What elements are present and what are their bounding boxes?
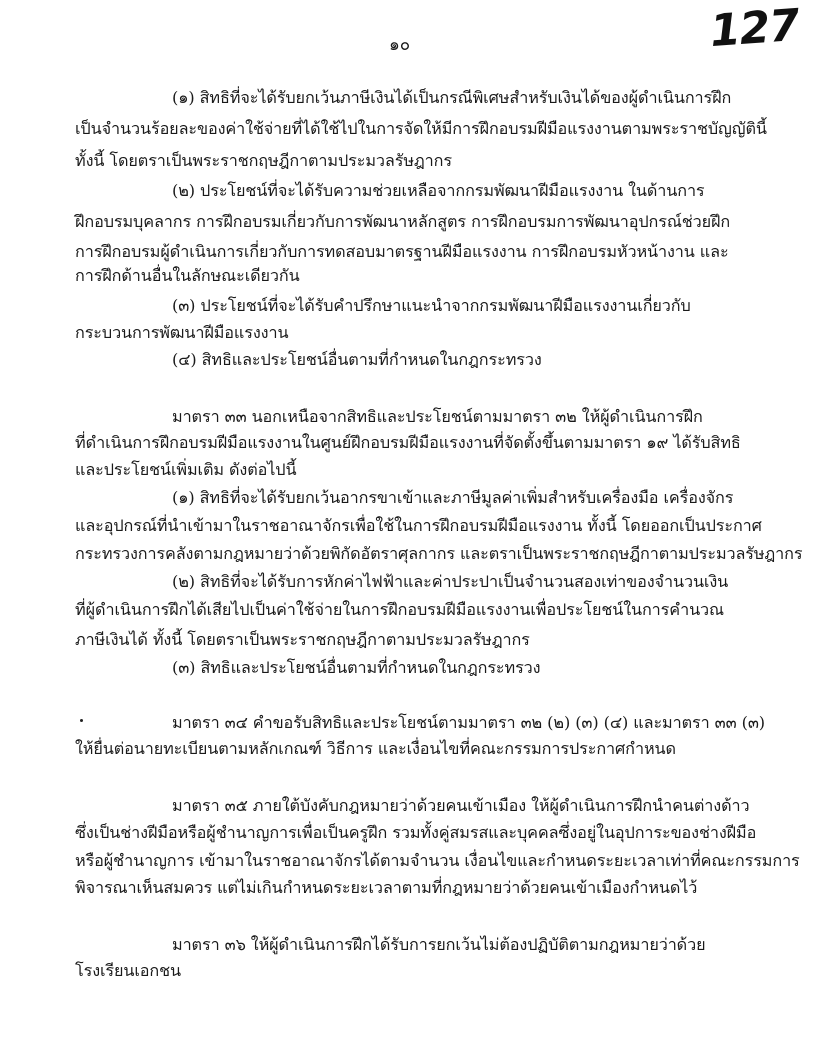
text-line: (๓) ประโยชน์ที่จะได้รับคำปรึกษาแนะนำจากกรมพัฒนาฝีมือแรงงานเกี่ยวกับ [172,296,691,315]
text-line: (๑) สิทธิที่จะได้รับยกเว้นอากรขาเข้าและภาษีมูลค่าเพิ่มสำหรับเครื่องมือ เครื่องจักร [172,488,734,507]
text-line: (๔) สิทธิและประโยชน์อื่นตามที่กำหนดในกฎกระทรวง [172,350,542,369]
section-heading-35: มาตรา ๓๕ ภายใต้บังคับกฎหมายว่าด้วยคนเข้าเมือง ให้ผู้ดำเนินการฝึกนำคนต่างด้าว [172,796,750,815]
text-line: (๓) สิทธิและประโยชน์อื่นตามที่กำหนดในกฎกระทรวง [172,658,541,677]
section-heading-33: มาตรา ๓๓ นอกเหนือจากสิทธิและประโยชน์ตามมาตรา ๓๒ ให้ผู้ดำเนินการฝึก [172,407,703,426]
text-line: เป็นจำนวนร้อยละของค่าใช้จ่ายที่ได้ใช้ไปในการจัดให้มีการฝึกอบรมฝีมือแรงงานตามพระราชบัญญัตินี้ [75,119,767,138]
page-number: ๑๐ [389,35,411,55]
section-heading-36: มาตรา ๓๖ ให้ผู้ดำเนินการฝึกได้รับการยกเว้นไม่ต้องปฏิบัติตามกฎหมายว่าด้วย [172,935,706,954]
text-line: โรงเรียนเอกชน [75,961,181,980]
handwritten-page-stamp: 127 [708,0,801,58]
text-line: (๒) ประโยชน์ที่จะได้รับความช่วยเหลือจากกรมพัฒนาฝีมือแรงงาน ในด้านการ [172,181,705,200]
text-line: พิจารณาเห็นสมควร แต่ไม่เกินกำหนดระยะเวลาตามที่กฎหมายว่าด้วยคนเข้าเมืองกำหนดไว้ [75,878,698,897]
text-line: การฝึกอบรมผู้ดำเนินการเกี่ยวกับการทดสอบมาตรฐานฝีมือแรงงาน การฝึกอบรมหัวหน้างาน และ [75,242,729,261]
text-line: ภาษีเงินได้ ทั้งนี้ โดยตราเป็นพระราชกฤษฎีกาตามประมวลรัษฎากร [75,630,530,649]
text-line: หรือผู้ชำนาญการ เข้ามาในราชอาณาจักรได้ตามจำนวน เงื่อนไขและกำหนดระยะเวลาเท่าที่คณะกรรมการ [75,851,800,870]
text-line: ที่ดำเนินการฝึกอบรมฝีมือแรงงานในศูนย์ฝึกอบรมฝีมือแรงงานที่จัดตั้งขึ้นตามมาตรา ๑๙ ได้รับสิทธิ [75,433,741,452]
text-line: กระทรวงการคลังตามกฎหมายว่าด้วยพิกัดอัตราศุลกากร และตราเป็นพระราชกฤษฎีกาตามประมวลรัษฎากร [75,544,803,563]
text-line: ให้ยื่นต่อนายทะเบียนตามหลักเกณฑ์ วิธีการ และเงื่อนไขที่คณะกรรมการประกาศกำหนด [75,739,676,758]
text-line: และอุปกรณ์ที่นำเข้ามาในราชอาณาจักรเพื่อใช้ในการฝึกอบรมฝีมือแรงงาน ทั้งนี้ โดยออกเป็นประกาศ [75,516,762,535]
text-line: (๑) สิทธิที่จะได้รับยกเว้นภาษีเงินได้เป็นกรณีพิเศษสำหรับเงินได้ของผู้ดำเนินการฝึก [172,88,732,107]
text-line: การฝึกด้านอื่นในลักษณะเดียวกัน [75,266,300,285]
text-line: ฝึกอบรมบุคลากร การฝึกอบรมเกี่ยวกับการพัฒนาหลักสูตร การฝึกอบรมการพัฒนาอุปกรณ์ช่วยฝึก [75,212,731,231]
text-line: ซึ่งเป็นช่างฝีมือหรือผู้ชำนาญการเพื่อเป็นครูฝึก รวมทั้งคู่สมรสและบุคคลซึ่งอยู่ในอุปการะของช่างฝีมือ [75,823,757,842]
section-heading-34: มาตรา ๓๔ คำขอรับสิทธิและประโยชน์ตามมาตรา ๓๒ (๒) (๓) (๔) และมาตรา ๓๓ (๓) [172,713,766,732]
text-line: ทั้งนี้ โดยตราเป็นพระราชกฤษฎีกาตามประมวลรัษฎากร [75,151,452,170]
scan-speck [80,719,83,722]
text-line: และประโยชน์เพิ่มเติม ดังต่อไปนี้ [75,460,297,479]
text-line: (๒) สิทธิที่จะได้รับการหักค่าไฟฟ้าและค่าประปาเป็นจำนวนสองเท่าของจำนวนเงิน [172,572,729,591]
text-line: กระบวนการพัฒนาฝีมือแรงงาน [75,323,289,342]
text-line: ที่ผู้ดำเนินการฝึกได้เสียไปเป็นค่าใช้จ่ายในการฝึกอบรมฝีมือแรงงานเพื่อประโยชน์ในการคำนวณ [75,600,724,619]
